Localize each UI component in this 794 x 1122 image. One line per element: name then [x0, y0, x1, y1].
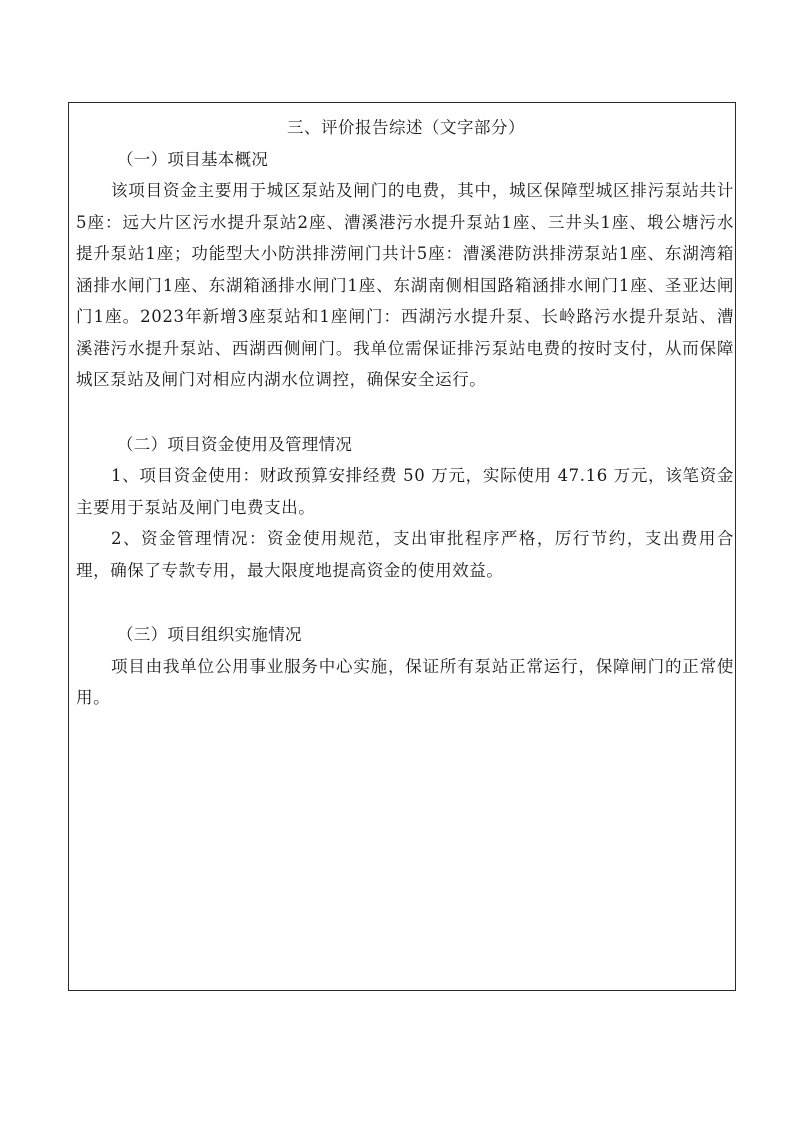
paragraph-fund-management: 2、资金管理情况：资金使用规范，支出审批程序严格，厉行节约，支出费用合理，确保了专款专用，最大限度地提高资金的使用效益。	[76, 529, 734, 580]
subsection-heading-3: （三）项目组织实施情况	[117, 625, 302, 644]
paragraph-implementation: 项目由我单位公用事业服务中心实施，保证所有泵站正常运行，保障闸门的正常使用。	[76, 656, 734, 707]
paragraph-fund-usage: 1、项目资金使用：财政预算安排经费 50 万元，实际使用 47.16 万元，该笔资金主要用于泵站及闸门电费支出。	[76, 466, 734, 517]
paragraph-project-overview: 该项目资金主要用于城区泵站及闸门的电费，其中，城区保障型城区排污泵站共计5座：远大片区污水提升泵站2座、漕溪港污水提升泵站1座、三井头1座、塅公塘污水提升泵站1座；功能型大小防洪排涝闸门共计5座：漕溪港防洪排涝泵站1座、东湖湾箱涵排水闸门1座、东湖箱涵排水闸门1座、东湖南侧相国路箱涵排水闸门1座、圣亚达闸门1座。2023年新增3座泵站和1座闸门：西湖污水提升泵、长岭路污水提升泵站、漕溪港污水提升泵站、西湖西侧闸门。我单位需保证排污泵站电费的按时支付，从而保障城区泵站及闸门对相应内湖水位调控，确保安全运行。	[76, 181, 734, 389]
spacer	[76, 586, 736, 619]
section-title: 三、评价报告综述（文字部分）	[287, 118, 525, 137]
subsection-heading-1: （一）项目基本概况	[117, 149, 269, 169]
report-content	[76, 104, 736, 714]
spacer	[76, 396, 736, 429]
subsection-heading-2: （二）项目资金使用及管理情况	[117, 434, 353, 454]
